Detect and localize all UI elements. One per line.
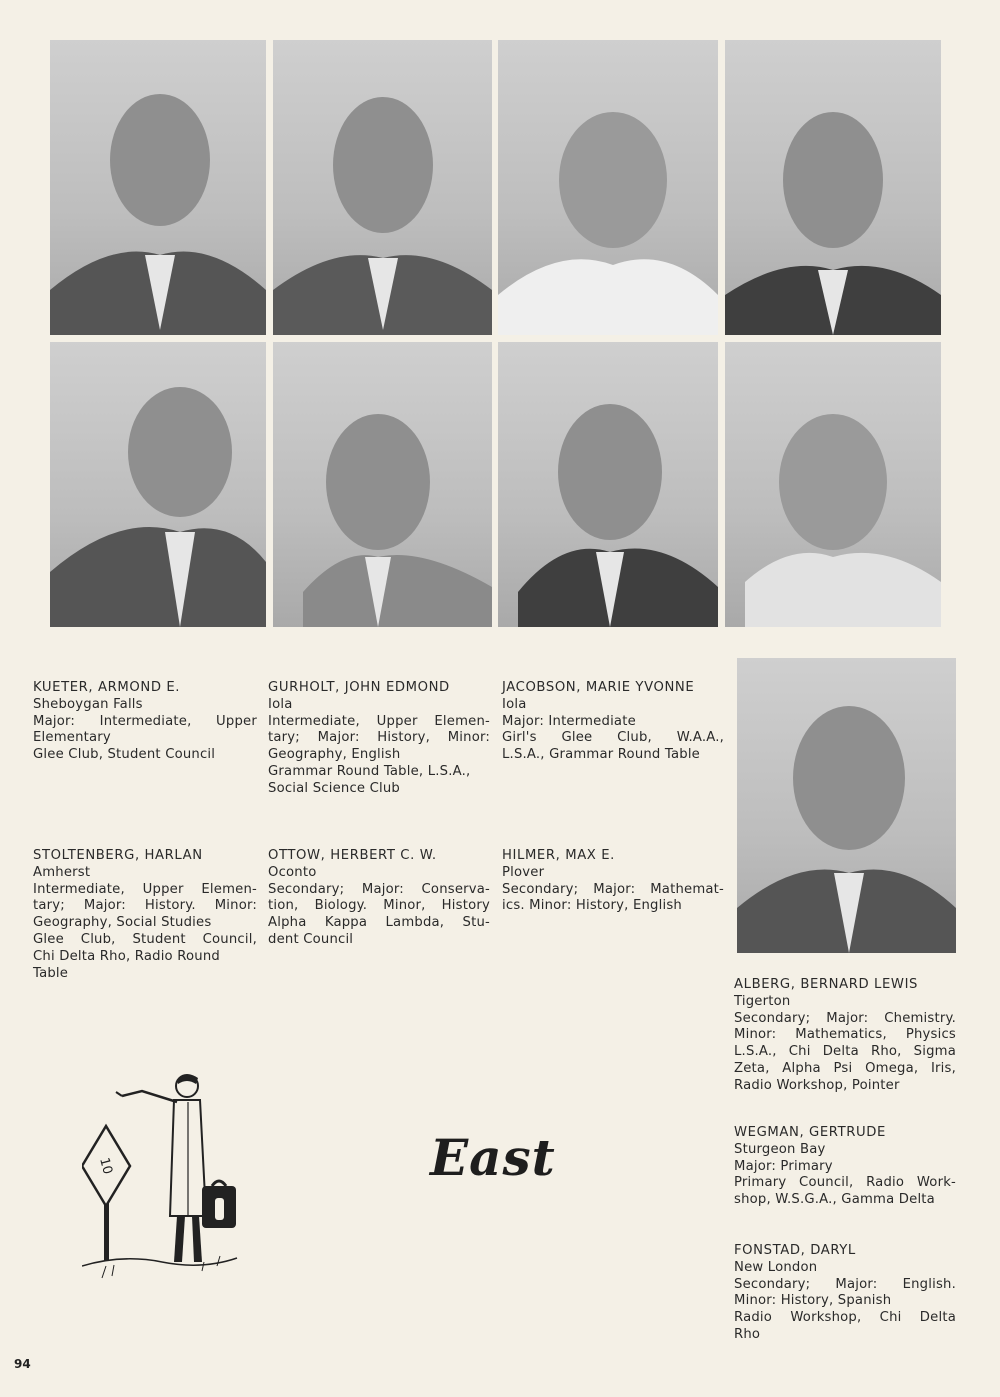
caption-line: tary; Major: History, Minor: [268, 730, 490, 746]
caption-line: tary; Major: History. Minor: [33, 898, 257, 914]
caption-line: Elementary [33, 730, 111, 746]
student-caption [33, 848, 257, 982]
caption-line: Radio Workshop, Chi Delta [734, 1310, 956, 1326]
student-caption [268, 848, 490, 949]
student-caption [268, 680, 490, 798]
hitchhiker-illustration [82, 1066, 242, 1296]
caption-line: Sturgeon Bay [734, 1141, 826, 1157]
caption-line: Minor: History, Spanish [734, 1293, 892, 1309]
student-caption [734, 1243, 956, 1344]
caption-line: Sheboygan Falls [33, 696, 143, 712]
caption-line: Major: Primary [734, 1158, 833, 1174]
student-caption [502, 848, 724, 915]
student-name: ALBERG, BERNARD LEWIS [734, 977, 919, 992]
student-name: HILMER, MAX E. [502, 848, 615, 863]
caption-line: Major: Intermediate [502, 713, 636, 729]
portrait-photo [725, 40, 941, 335]
caption-line: Zeta, Alpha Psi Omega, Iris, [734, 1060, 956, 1076]
caption-line: dent Council [268, 931, 354, 947]
student-caption [734, 1125, 956, 1209]
caption-line: Amherst [33, 864, 91, 880]
caption-line: Minor: Mathematics, Physics [734, 1027, 956, 1043]
caption-line: Major: Intermediate, Upper [33, 713, 257, 729]
student-name: KUETER, ARMOND E. [33, 680, 181, 695]
student-name: GURHOLT, JOHN EDMOND [268, 680, 450, 695]
caption-line: Glee Club, Student Council [33, 747, 216, 763]
caption-line: L.S.A., Chi Delta Rho, Sigma [734, 1044, 956, 1060]
caption-line: Radio Workshop, Pointer [734, 1077, 900, 1093]
caption-line: Social Science Club [268, 780, 401, 796]
caption-line: Oconto [268, 864, 317, 880]
portrait-photo [50, 40, 266, 335]
caption-line: Secondary; Major: Mathemat- [502, 881, 724, 897]
caption-line: Iola [502, 696, 527, 712]
caption-line: Primary Council, Radio Work- [734, 1175, 956, 1191]
caption-line: Intermediate, Upper Elemen- [268, 713, 490, 729]
caption-line: Grammar Round Table, L.S.A., [268, 763, 471, 779]
caption-line: Iola [268, 696, 293, 712]
student-name: JACOBSON, MARIE YVONNE [502, 680, 695, 695]
portrait-photo [737, 658, 956, 953]
caption-line: Rho [734, 1326, 761, 1342]
caption-line: Girl's Glee Club, W.A.A., [502, 730, 724, 746]
caption-line: Secondary; Major: Conserva- [268, 881, 490, 897]
caption-line: Secondary; Major: English. [734, 1276, 956, 1292]
caption-line: Alpha Kappa Lambda, Stu- [268, 915, 490, 931]
student-name: OTTOW, HERBERT C. W. [268, 848, 437, 863]
portrait-photo [725, 342, 941, 627]
caption-line: Secondary; Major: Chemistry. [734, 1010, 956, 1026]
portrait-photo [273, 40, 492, 335]
section-title: East [430, 1128, 556, 1187]
caption-line: New London [734, 1259, 818, 1275]
caption-line: Chi Delta Rho, Radio Round [33, 948, 220, 964]
caption-line: Glee Club, Student Council, [33, 931, 257, 947]
caption-line: Plover [502, 864, 545, 880]
caption-line: shop, W.S.G.A., Gamma Delta [734, 1192, 935, 1208]
caption-line: Geography, English [268, 747, 401, 763]
caption-line: Intermediate, Upper Elemen- [33, 881, 257, 897]
caption-line: tion, Biology. Minor, History [268, 898, 490, 914]
caption-line: ics. Minor: History, English [502, 898, 682, 914]
portrait-photo [50, 342, 266, 627]
caption-line: Geography, Social Studies [33, 915, 212, 931]
road-sign-number: 10 [96, 1156, 115, 1177]
caption-line: Table [33, 965, 69, 981]
student-name: STOLTENBERG, HARLAN [33, 848, 203, 863]
student-caption [734, 977, 956, 1095]
portrait-photo [498, 342, 718, 627]
portrait-photo [273, 342, 492, 627]
student-caption [502, 680, 724, 764]
page-number: 94 [14, 1357, 31, 1371]
caption-line: L.S.A., Grammar Round Table [502, 747, 700, 763]
caption-line: Tigerton [734, 993, 791, 1009]
student-name: WEGMAN, GERTRUDE [734, 1125, 886, 1140]
student-name: FONSTAD, DARYL [734, 1243, 856, 1258]
portrait-photo [498, 40, 718, 335]
student-caption [33, 680, 257, 764]
